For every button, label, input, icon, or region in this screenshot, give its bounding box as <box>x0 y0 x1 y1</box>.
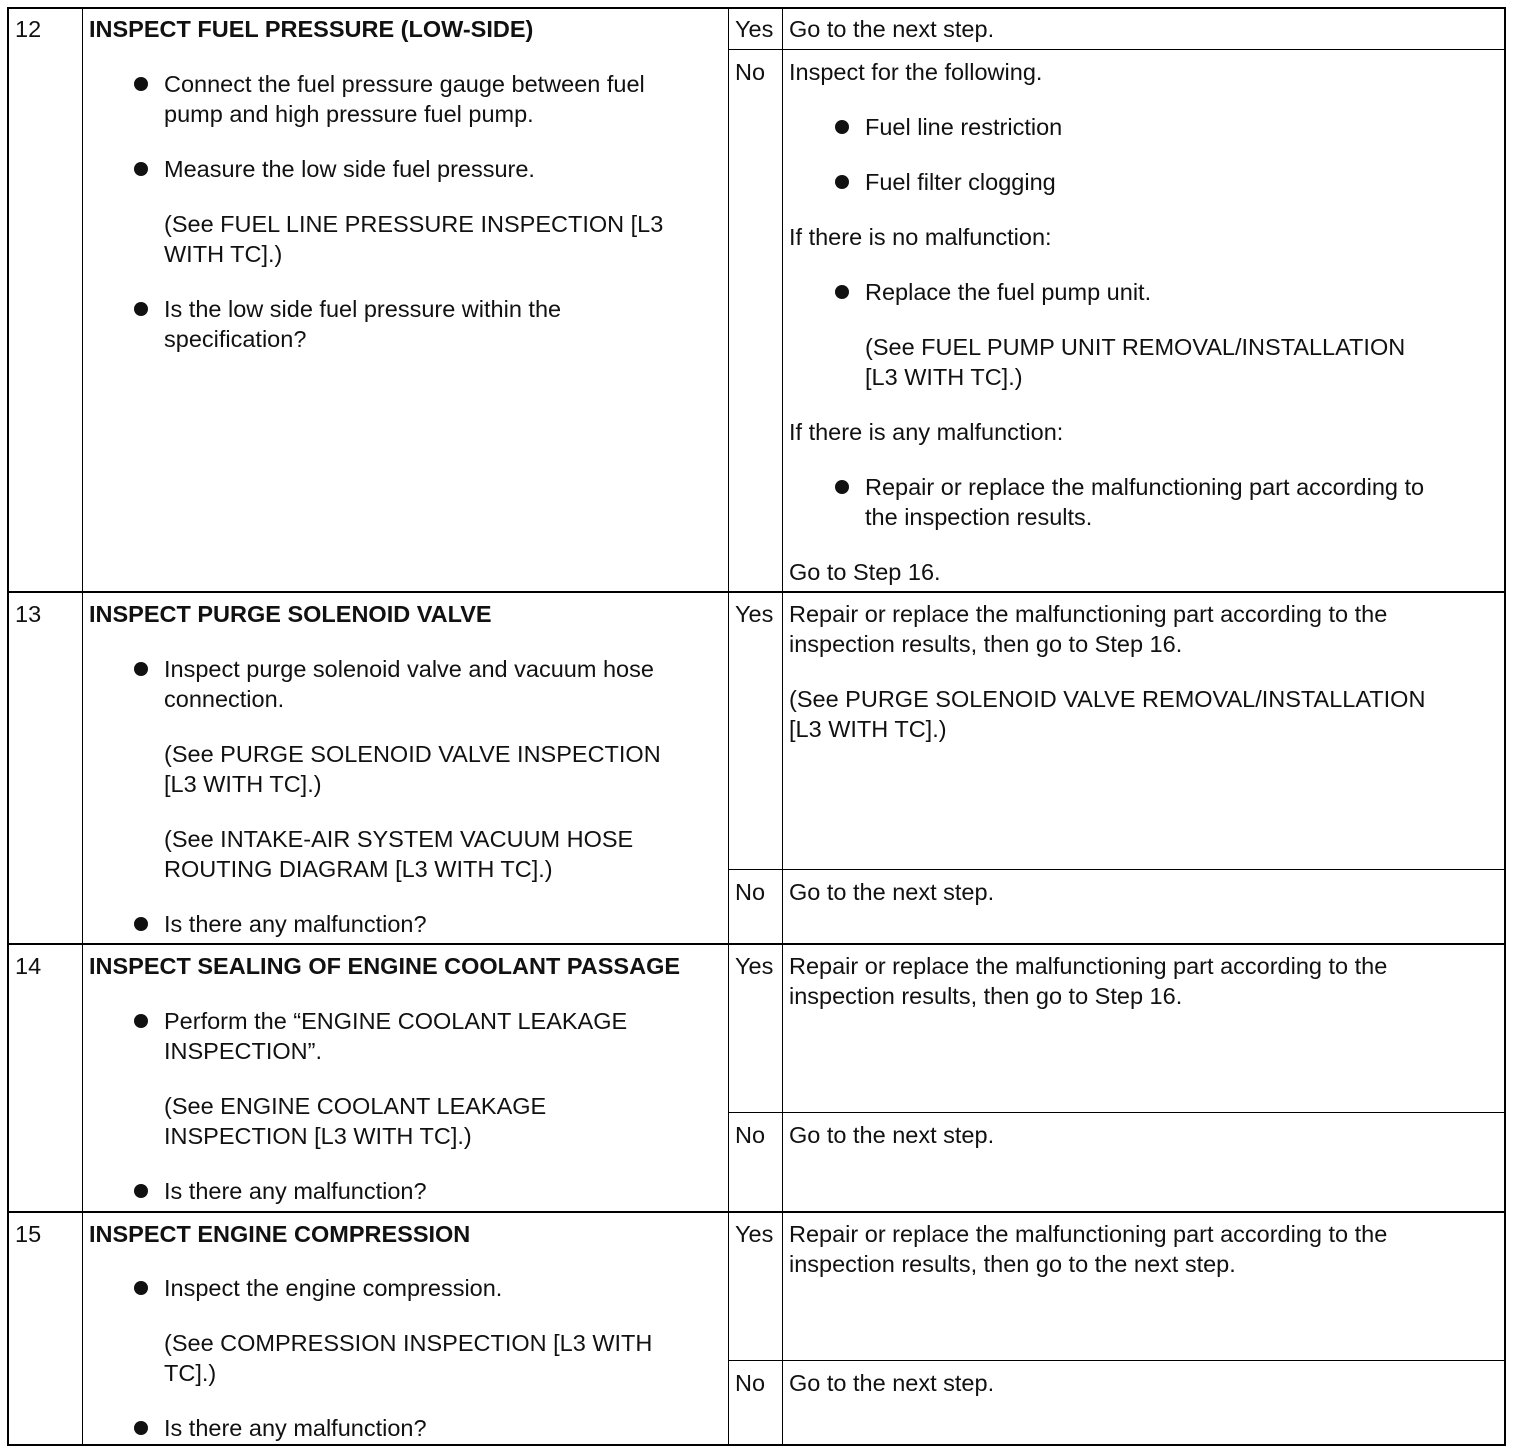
bullet-icon <box>835 120 849 134</box>
bullet-icon <box>134 1281 148 1295</box>
bullet-icon <box>134 662 148 676</box>
bullet-icon <box>134 162 148 176</box>
no-result: [L3 WITH TC].) <box>865 364 1023 390</box>
bullet-icon <box>134 917 148 931</box>
no-action-item: Fuel line restriction <box>865 114 1063 140</box>
bullet-icon <box>134 77 148 91</box>
bullet-icon <box>134 1014 148 1028</box>
column-divider <box>728 9 729 1444</box>
action-item: Is there any malfunction? <box>164 1178 427 1204</box>
no-result: Go to the next step. <box>789 1370 995 1396</box>
bullet-icon <box>835 175 849 189</box>
bullet-icon <box>835 480 849 494</box>
yes-result: inspection results, then go to the next step. <box>789 1251 1236 1277</box>
no-result: If there is no malfunction: <box>789 224 1052 250</box>
no-label: No <box>735 1370 766 1396</box>
step-title: INSPECT PURGE SOLENOID VALVE <box>89 601 492 627</box>
yes-label: Yes <box>735 601 774 627</box>
step-number: 15 <box>15 1221 42 1247</box>
step-number: 14 <box>15 953 42 979</box>
row-divider <box>728 1112 1504 1113</box>
no-result: Inspect for the following. <box>789 59 1043 85</box>
action-item: Is there any malfunction? <box>164 911 427 937</box>
reference-note: (See ENGINE COOLANT LEAKAGE <box>164 1093 547 1119</box>
diagnostic-procedure-table <box>7 7 1506 1446</box>
reference-note: (See FUEL LINE PRESSURE INSPECTION [L3 <box>164 211 664 237</box>
yes-reference: [L3 WITH TC].) <box>789 716 947 742</box>
step-title: INSPECT ENGINE COMPRESSION <box>89 1221 471 1247</box>
no-result: Go to the next step. <box>789 879 995 905</box>
action-item: INSPECTION”. <box>164 1038 322 1064</box>
action-item: Is the low side fuel pressure within the <box>164 296 562 322</box>
action-item: Connect the fuel pressure gauge between fuel <box>164 71 645 97</box>
bullet-icon <box>134 1184 148 1198</box>
action-item: Is there any malfunction? <box>164 1415 427 1441</box>
no-result: Go to Step 16. <box>789 559 941 585</box>
yes-result: inspection results, then go to Step 16. <box>789 631 1183 657</box>
action-item: Inspect purge solenoid valve and vacuum hose <box>164 656 654 682</box>
action-item: connection. <box>164 686 285 712</box>
reference-note: (See INTAKE-AIR SYSTEM VACUUM HOSE <box>164 826 634 852</box>
yes-label: Yes <box>735 16 774 42</box>
action-item: Measure the low side fuel pressure. <box>164 156 535 182</box>
reference-note: WITH TC].) <box>164 241 283 267</box>
no-result: (See FUEL PUMP UNIT REMOVAL/INSTALLATION <box>865 334 1406 360</box>
action-item: specification? <box>164 326 307 352</box>
no-result: Go to the next step. <box>789 1122 995 1148</box>
no-action-item: Repair or replace the malfunctioning part according to <box>865 474 1425 500</box>
row-divider <box>9 591 1504 593</box>
yes-label: Yes <box>735 953 774 979</box>
reference-note: INSPECTION [L3 WITH TC].) <box>164 1123 472 1149</box>
reference-note: ROUTING DIAGRAM [L3 WITH TC].) <box>164 856 553 882</box>
reference-note: TC].) <box>164 1360 217 1386</box>
action-item: pump and high pressure fuel pump. <box>164 101 534 127</box>
step-number: 13 <box>15 601 42 627</box>
yes-reference: (See PURGE SOLENOID VALVE REMOVAL/INSTALLATION <box>789 686 1426 712</box>
row-divider <box>9 943 1504 945</box>
reference-note: (See PURGE SOLENOID VALVE INSPECTION <box>164 741 661 767</box>
row-divider <box>728 869 1504 870</box>
yes-result: Repair or replace the malfunctioning part according to the <box>789 953 1388 979</box>
step-title: INSPECT FUEL PRESSURE (LOW-SIDE) <box>89 16 534 42</box>
bullet-icon <box>134 302 148 316</box>
no-label: No <box>735 1122 766 1148</box>
yes-result: Go to the next step. <box>789 16 995 42</box>
bullet-icon <box>134 1421 148 1435</box>
row-divider <box>728 1360 1504 1361</box>
column-divider <box>82 9 83 1444</box>
column-divider <box>782 9 783 1444</box>
no-action-item: Replace the fuel pump unit. <box>865 279 1152 305</box>
step-number: 12 <box>15 16 42 42</box>
yes-result: inspection results, then go to Step 16. <box>789 983 1183 1009</box>
action-item: Inspect the engine compression. <box>164 1275 503 1301</box>
reference-note: [L3 WITH TC].) <box>164 771 322 797</box>
bullet-icon <box>835 285 849 299</box>
action-item: Perform the “ENGINE COOLANT LEAKAGE <box>164 1008 628 1034</box>
no-label: No <box>735 59 766 85</box>
yes-result: Repair or replace the malfunctioning part according to the <box>789 601 1388 627</box>
yes-label: Yes <box>735 1221 774 1247</box>
row-divider <box>9 1211 1504 1213</box>
yes-result: Repair or replace the malfunctioning part according to the <box>789 1221 1388 1247</box>
step-title: INSPECT SEALING OF ENGINE COOLANT PASSAGE <box>89 953 681 979</box>
no-result: If there is any malfunction: <box>789 419 1064 445</box>
reference-note: (See COMPRESSION INSPECTION [L3 WITH <box>164 1330 653 1356</box>
no-action-item: Fuel filter clogging <box>865 169 1056 195</box>
row-divider <box>728 49 1504 50</box>
no-label: No <box>735 879 766 905</box>
no-action-item: the inspection results. <box>865 504 1093 530</box>
